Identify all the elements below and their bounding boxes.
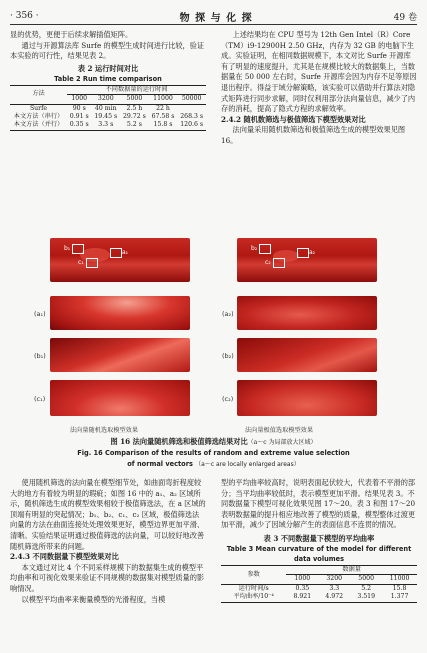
section-heading: 2.4.2 随机数筛选与极值筛选下模型效果对比 bbox=[221, 114, 366, 124]
figure-row-overview bbox=[50, 238, 377, 282]
table3 bbox=[221, 565, 417, 603]
panel-label: (c₁) bbox=[34, 395, 46, 403]
figure-caption-en-1 bbox=[10, 448, 417, 458]
region-label: c₁ bbox=[78, 259, 84, 266]
surface-c2 bbox=[237, 380, 377, 416]
figure-caption-en-text: Fig. 16 Comparison of the results of random and extreme value selection bbox=[77, 449, 350, 457]
table3-title-en-2: data volumes bbox=[293, 554, 345, 563]
table-row bbox=[221, 584, 417, 593]
figure-row-c bbox=[50, 380, 377, 416]
table3-col-header: 11000 bbox=[382, 575, 417, 584]
figure-caption-cn bbox=[10, 437, 417, 448]
cell: 90 s bbox=[72, 104, 86, 112]
row-label: 平均曲率/10⁻⁴ bbox=[221, 593, 286, 602]
cell: 3.3 s bbox=[91, 121, 120, 130]
figure-caption-en-note: （a～c are locally enlarged areas） bbox=[195, 461, 300, 468]
row-label: 运行时间/s bbox=[238, 584, 269, 592]
table2-col-header: 3200 bbox=[91, 95, 120, 104]
page-number: · 356 · bbox=[10, 11, 39, 21]
cell: 5.2 s bbox=[120, 121, 149, 130]
row-label: Surfe bbox=[29, 104, 48, 112]
paragraph: 显的优势，更便于后续求解插值矩阵。 bbox=[10, 30, 133, 39]
panel-label: (a₂) bbox=[222, 310, 234, 318]
panel-label: (b₁) bbox=[34, 352, 46, 360]
surface-overview-random bbox=[50, 238, 190, 282]
table2-col-header: 5000 bbox=[120, 95, 149, 104]
paragraph: 使用随机筛选的法向量在模型细节处，如曲面弯折程度较大的地方有着较为明显的瑕疵；如图 16 中的 a₁、a₂ 区域所示，随机筛选生成的模型效果相较于极值筛选法，在 a 区域的顶端有明显的突起情况；b₁、b₂、c₁、c₂ 区域，极值筛选法向量的方法在曲面连接处处理效果更好，模型边界更加平滑、清晰。实验结果证明通过极值筛选的法向量，可以较好地改善随机筛选所带来的问题。 bbox=[10, 478, 206, 551]
cell: 19.45 s bbox=[94, 113, 118, 120]
table3-col-header: 5000 bbox=[350, 575, 382, 584]
surface-a2 bbox=[237, 296, 377, 330]
panel-label: (a₁) bbox=[34, 310, 46, 318]
cell bbox=[177, 104, 206, 113]
cell: 5.2 bbox=[361, 584, 372, 592]
panel-label: (c₂) bbox=[222, 395, 234, 403]
table2 bbox=[10, 85, 206, 131]
cell: 1.377 bbox=[382, 593, 417, 602]
volume-number: 49 卷 bbox=[393, 12, 417, 23]
right-column-top bbox=[221, 30, 417, 147]
table2-title-en: Table 2 Run time comparison bbox=[54, 74, 162, 83]
figure-subcaption-left: 法向量随机选取模型效果 bbox=[70, 427, 139, 434]
cell: 0.35 s bbox=[67, 121, 91, 130]
table3-col-header: 3200 bbox=[318, 575, 350, 584]
row-label: 本文方法（并行） bbox=[10, 121, 67, 130]
table2-title-cn: 表 2 运行时间对比 bbox=[77, 63, 139, 73]
table-row bbox=[10, 121, 206, 130]
paragraph: 型的平均曲率较高时，说明表面起伏较大，代表着不平滑的部分；当平均曲率较低时，表示模型更加平滑。结果见表 3。不同数据量下模型可视化效果见图 17～20。表 3 和图 17～20 表明数据量的提升相应地改善了模型的质量，模型整体过渡更加平滑，减少了因域分解产生的表面信息不连贯的情况。 bbox=[221, 478, 416, 530]
cell: 4.972 bbox=[318, 593, 350, 602]
left-column-top bbox=[10, 30, 206, 135]
right-column-bottom bbox=[221, 478, 417, 607]
cell: 3.519 bbox=[350, 593, 382, 602]
cell: 0.35 bbox=[295, 584, 310, 592]
region-label: a₁ bbox=[122, 249, 129, 256]
surface-overview-extreme bbox=[237, 238, 377, 282]
panel-label: (b₂) bbox=[222, 352, 234, 360]
table2-col-header: 11000 bbox=[149, 95, 178, 104]
region-label: b₂ bbox=[251, 245, 258, 252]
surface-a1 bbox=[50, 296, 190, 330]
table2-col-header: 50000 bbox=[177, 95, 206, 104]
cell: 15.8 s bbox=[149, 121, 178, 130]
surface-b2 bbox=[237, 338, 377, 372]
cell: 15.8 bbox=[392, 584, 407, 592]
figure-row-a bbox=[50, 296, 377, 330]
cell: 29.72 s bbox=[122, 113, 146, 120]
table2-method-header: 方法 bbox=[10, 85, 67, 104]
cell: 40 min bbox=[94, 104, 117, 112]
paragraph: 上述结果均在 CPU 型号为 12th Gen Intel（R）Core（TM）i9-12900H 2.50 GHz，内存为 32 GB 的电脑下生成。实验证明，在相同数据规模下，本文对比 Surfe 开源库有了明显的速度提升，尤其是在规模比较大的数据集上，当数据量在 50 000 左右时，Surfe 开源库会因为内存不足等原因退出程序。得益于域分解策略，该实验可以借助并行算法对隐式矩阵进行同步求解，同时仅利用部分法向量信息，减少了内存的消耗，提高了隐式方程的求解效率。 bbox=[221, 30, 417, 114]
section-heading: 2.4.3 不同数据量下模型效果对比 bbox=[10, 552, 119, 562]
table-row bbox=[10, 104, 206, 113]
cell: 268.3 s bbox=[180, 113, 204, 120]
figure-caption-en-text-2: of normal vectors bbox=[127, 460, 193, 468]
table2-col-header: 1000 bbox=[67, 95, 91, 104]
cell: 67.58 s bbox=[151, 113, 175, 120]
cell: 22 h bbox=[156, 104, 170, 112]
table3-col-header: 1000 bbox=[286, 575, 318, 584]
cell: 8.921 bbox=[286, 593, 318, 602]
figure-caption-cn-text: 图 16 法向量随机筛选和极值筛选结果对比 bbox=[110, 437, 248, 446]
region-label: a₂ bbox=[309, 249, 316, 256]
figure-subcaption-right: 法向量极值选取模型效果 bbox=[245, 427, 314, 434]
table3-title-cn: 表 3 不同数据量下模型的平均曲率 bbox=[263, 533, 375, 543]
surface-b1 bbox=[50, 338, 190, 372]
left-column-bottom bbox=[10, 478, 206, 605]
cell: 120.6 s bbox=[177, 121, 206, 130]
figure-16 bbox=[34, 238, 377, 434]
paragraph: 法向量采用随机数筛选和极值筛选生成的模型效果见图 16。 bbox=[221, 125, 406, 145]
table3-param-header: 参数 bbox=[221, 565, 286, 584]
row-label: 本文方法（串行） bbox=[13, 113, 64, 120]
paragraph: 通过与开源算法库 Surfe 的模型生成时间进行比较，验证本实验的可行性，结果见表 2。 bbox=[10, 40, 205, 61]
table3-title-en-1: Table 3 Mean curvature of the model for different bbox=[226, 544, 412, 553]
table-row bbox=[221, 593, 417, 602]
paragraph: 以模型平均曲率来衡量模型的光滑程度，当模 bbox=[21, 594, 166, 604]
cell: 2.5 h bbox=[126, 104, 143, 112]
figure-caption-cn-note: （a～c 为局部放大区域） bbox=[247, 439, 317, 446]
cell: 3.3 bbox=[329, 584, 340, 592]
paragraph: 本文通过对比 4 个不同采样规模下的数据集生成的模型平均曲率和可视化效果来验证不同规模的数据集对模型质量的影响情况。 bbox=[10, 562, 205, 593]
journal-name: 物 探 与 化 探 bbox=[179, 12, 253, 24]
cell: 0.91 s bbox=[69, 113, 89, 120]
figure-row-b bbox=[50, 338, 377, 372]
table2-group-header: 不同数据量的运行时间 bbox=[67, 85, 206, 94]
running-header bbox=[10, 8, 417, 25]
table3-group-header: 数据量 bbox=[286, 565, 417, 574]
figure-caption-en-2 bbox=[10, 459, 417, 470]
surface-c1 bbox=[50, 380, 190, 416]
region-label: b₁ bbox=[64, 245, 71, 252]
region-label: c₂ bbox=[265, 259, 271, 266]
